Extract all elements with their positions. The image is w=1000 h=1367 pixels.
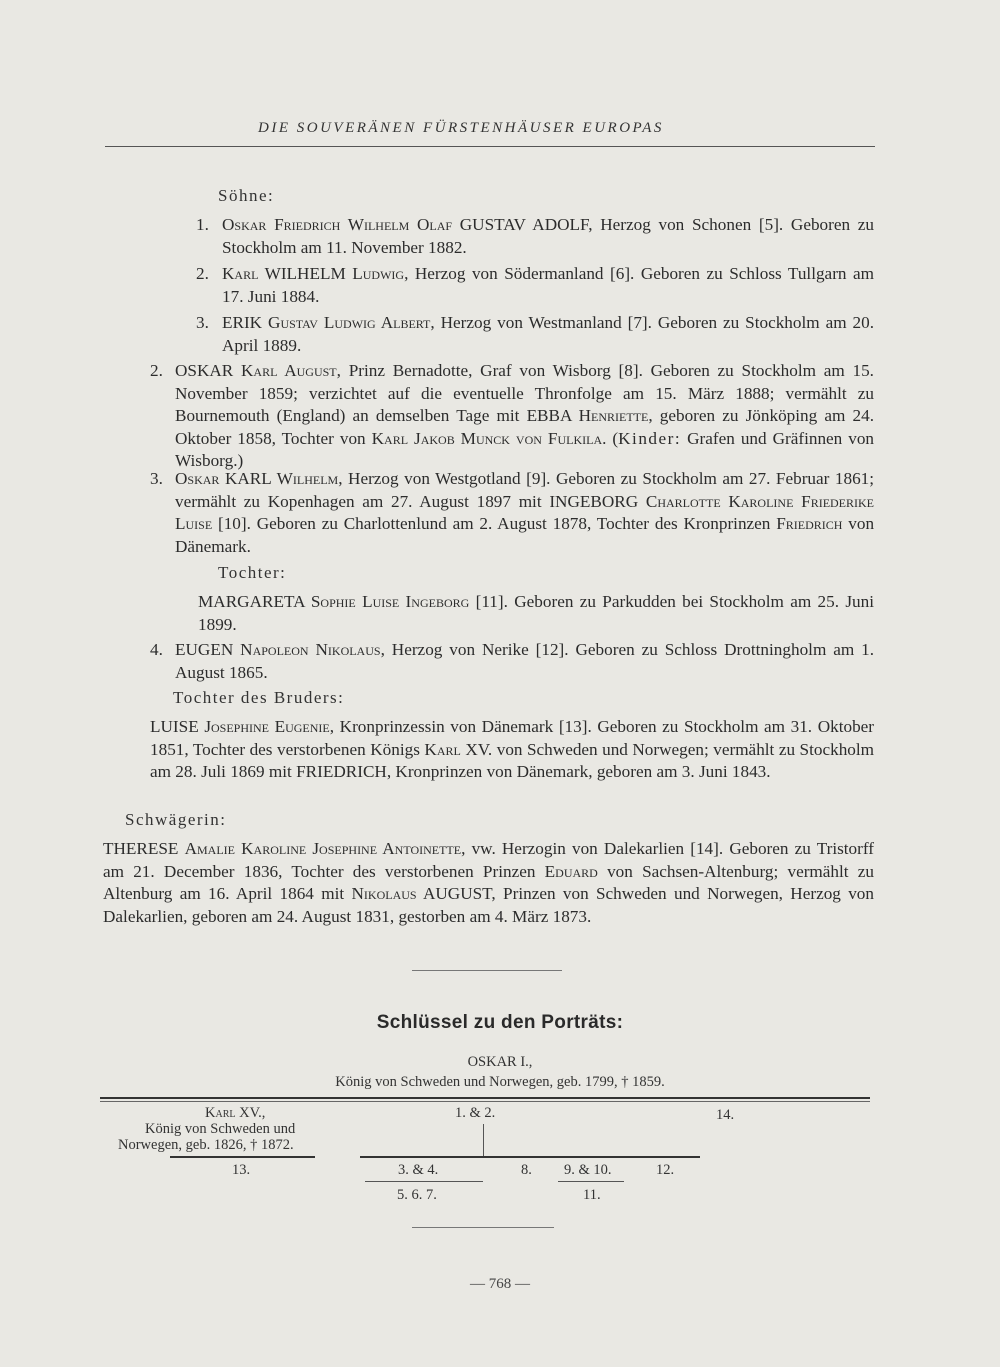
running-title: DIE SOUVERÄNEN FÜRSTENHÄUSER EUROPAS (258, 120, 664, 136)
key-num-13: 13. (232, 1162, 251, 1178)
section-soehne: Söhne: (218, 186, 275, 205)
entry-text: [10]. Geboren zu Charlottenlund am 2. August 1878, Tochter des Kronprinzen (217, 514, 771, 534)
key-num-12: 12. (656, 1162, 675, 1178)
key-karl-name-sc: Karl (205, 1105, 236, 1121)
name-smallcaps: Karl August, (241, 361, 341, 380)
key-karl-line3: Norwegen, geb. 1826, † 1872. (118, 1137, 294, 1153)
king-name-smallcaps: Karl (424, 739, 461, 759)
entry-number: 2. (150, 361, 163, 380)
name-caps: LUISE (150, 717, 199, 736)
spouse-name-caps: EBBA (526, 406, 572, 426)
key-num-1-2: 1. & 2. (455, 1105, 496, 1121)
father-name-smallcaps: Karl Jakob Munck von Fulkila. (371, 428, 607, 448)
entry-karl-wilhelm (222, 263, 874, 308)
name-smallcaps: Napoleon Nikolaus, (240, 640, 385, 659)
section-schwaegerin: Schwägerin: (125, 810, 227, 829)
key-num-9-10: 9. & 10. (564, 1162, 612, 1178)
entry-eugen (175, 639, 874, 684)
key-title: Schlüssel zu den Porträts: (376, 1012, 624, 1033)
name-smallcaps: Oskar (175, 469, 220, 488)
name-smallcaps: Gustav Ludwig Albert, (268, 313, 435, 332)
entry-karl-westgotland (175, 468, 874, 558)
husband-name-caps: AUGUST, (422, 884, 496, 904)
entry-number: 3. (150, 469, 163, 488)
name-caps: EUGEN (175, 640, 234, 659)
paren-open: ( (612, 428, 619, 448)
key-rule-children (360, 1156, 700, 1158)
entry-erik (222, 312, 874, 357)
key-rule-11 (558, 1181, 624, 1182)
name-caps: ERIK (222, 313, 263, 332)
key-rule-5-7 (365, 1181, 483, 1182)
key-num-3-4: 3. & 4. (398, 1162, 439, 1178)
spouse-name-caps: INGEBORG (549, 491, 639, 511)
key-rule-top-thin (100, 1101, 870, 1102)
page-number: — 768 — (470, 1276, 530, 1292)
key-oskar-desc: König von Schweden und Norwegen, geb. 1799, † 1859. (335, 1074, 665, 1090)
header-rule (105, 146, 875, 147)
name-caps: WILHELM (264, 264, 346, 283)
entry-text: [5]. Geboren zu Stockholm am 11. November 1882. (222, 215, 874, 257)
entry-text: Herzog von Schonen (600, 215, 752, 234)
entry-therese (103, 838, 874, 928)
entry-text: Herzog von Westgotland [9]. Geboren zu Stockholm am 27. Februar 1861; vermählt zu Kopenhagen am 27. August 1897 mit (175, 469, 875, 511)
spouse-name-smallcaps: Henriette, (578, 406, 653, 426)
entry-text: Herzog von Westmanland [7]. Geboren zu Stockholm am 20. April 1889. (222, 313, 874, 355)
name-caps: THERESE (103, 839, 179, 858)
key-karl-name-rest: XV., (239, 1105, 266, 1121)
key-num-8: 8. (521, 1162, 532, 1178)
name-smallcaps: Wilhelm, (276, 469, 343, 488)
entry-number: 2. (196, 264, 209, 283)
kinder-label: Kinder: (618, 428, 682, 448)
entry-text: Kronprinzessin von Dänemark [13]. Geboren zu Stockholm am 31. Oktober 1851, Tochter des verstorbenen Königs (150, 717, 875, 759)
father-name-smallcaps: Friedrich (776, 514, 843, 534)
key-num-11: 11. (583, 1187, 601, 1203)
name-smallcaps: Ludwig, (352, 264, 409, 283)
entry-luise (150, 716, 874, 784)
key-oskar-name: OSKAR I., (467, 1054, 533, 1070)
name-smallcaps: Oskar Friedrich Wilhelm Olaf (222, 215, 453, 234)
section-divider (412, 970, 562, 971)
entry-text: Herzog von Södermanland [6]. Geboren zu Schloss Tullgarn am 17. Juni 1884. (222, 264, 874, 306)
section-tochter-des-bruders: Tochter des Bruders: (173, 688, 345, 707)
entry-margareta (198, 591, 874, 636)
key-bottom-rule (412, 1227, 554, 1228)
key-num-14: 14. (716, 1107, 735, 1123)
section-tochter: Tochter: (218, 563, 287, 582)
entry-text: Prinzen von Schweden und Norwegen, Herzog von Dalekarlien, geboren am 24. August 1831, gestorben am 4. März 1873. (103, 884, 874, 926)
name-smallcaps: Amalie Karoline Josephine Antoinette, (184, 839, 466, 858)
name-smallcaps: Karl (222, 264, 259, 283)
entry-text: Prinz Bernadotte, Graf von Wisborg [8]. Geboren zu Stockholm am 15. November 1859; verzichtet auf die eventuelle Thronfolge am 15. März 1888; vermählt zu Bournemouth (England) an demselben Tage mit (175, 361, 874, 426)
key-karl-line2: König von Schweden und (145, 1121, 296, 1137)
key-vertical-line (483, 1124, 484, 1158)
prince-name-smallcaps: Eduard (544, 861, 598, 881)
husband-name-smallcaps: Nikolaus (351, 884, 417, 904)
entry-number: 1. (196, 215, 209, 234)
name-caps: MARGARETA (198, 592, 305, 611)
key-rule-top (100, 1097, 870, 1099)
name-smallcaps: Josephine Eugenie, (204, 717, 335, 736)
name-caps: OSKAR (175, 361, 234, 380)
entry-text: von Sachsen-Altenburg; vermählt zu Altenburg am 16. April 1864 mit (103, 861, 875, 904)
entry-text: von Dänemark. (175, 514, 875, 556)
entry-text: [11]. Geboren zu Parkudden bei Stockholm am 25. Juni 1899. (198, 592, 875, 634)
name-smallcaps: Sophie Luise Ingeborg (310, 592, 470, 611)
entry-oskar-karl-august (175, 360, 874, 473)
name-caps: KARL (224, 469, 272, 488)
entry-text: vw. Herzogin von Dalekarlien [14]. Geboren zu Tristorff am 21. December 1836, Tochter des verstorbenen Prinzen (103, 839, 875, 881)
entry-number: 3. (196, 313, 209, 332)
entry-text: geboren zu Jönköping am 24. Oktober 1858, Tochter von (175, 406, 874, 448)
name-caps: GUSTAV ADOLF, (459, 215, 593, 234)
entry-gustav-adolf (222, 214, 874, 259)
spouse-name-smallcaps: Charlotte Karoline Friederike Luise (175, 491, 875, 534)
entry-text: Herzog von Nerike [12]. Geboren zu Schloss Drottningholm am 1. August 1865. (175, 640, 875, 682)
key-rule-karl (170, 1156, 315, 1158)
entry-text: Grafen und Gräfinnen von Wisborg.) (175, 428, 875, 471)
entry-text: XV. von Schweden und Norwegen; vermählt zu Stockholm am 28. Juli 1869 mit FRIEDRICH, Kronprinzen von Dänemark, geboren am 3. Juni 1843. (150, 739, 875, 782)
key-num-5-6-7: 5. 6. 7. (397, 1187, 437, 1203)
entry-number: 4. (150, 640, 163, 659)
